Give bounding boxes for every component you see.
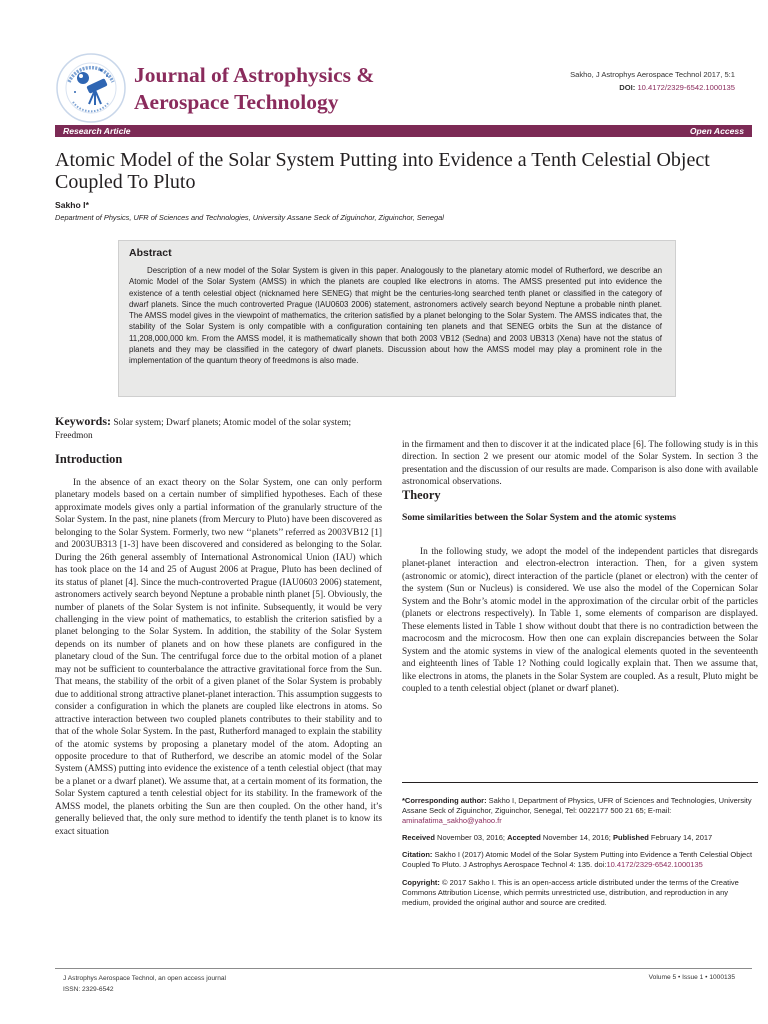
- citation-label: Citation:: [402, 850, 433, 860]
- article-type-label: Research Article: [63, 126, 131, 136]
- introduction-continuation-text: in the firmament and then to discover it at the indicated place [6]. The following study is in this direction. In section 2 we present our atomic model of the Solar System. In section 3 the presentation and the discussion of our results are made. Comparison is also done with available astronomical observations.: [402, 440, 758, 488]
- introduction-paragraph: In the absence of an exact theory on the Solar System, one can only perform planetary models based on a certain number of simplified hypotheses. Each of these approximate models gives only a partial information of the granularly structure of the Solar System. In the past, nine planets (from Mercury to Pluto) have been discovered as belonging to the Solar System. Formerly, two new ‘‘planets’’ referred as 2003VB12 [1] and 2003UB313 [1-3] have been discovered and considered as belonging to the Solar. During the 26th general assembly of International Astronomical Union (IAU) which has took place on the 14 and 25 of August 2006 at Prague, Pluto has been declined of its status of planet [4]. Since the much-controverted Prague (IAU0603 2006) statement, astronomers actively search beyond Neptune a probable ninth planet [5]. Obviously, the number of planets of the Solar System is not infinite. Subsequently, it would be very challenging in the view point of mathematics, to establish the criterion satisfied by a planet belonging to the Solar System. In addition, the stability of the Solar System depends on its number of planets and on how these planets are configured in the planetary cloud of the Sun. The centrifugal force due to the orbital motion of a planet may not be sufficient to counterbalance the attractive gravitational force from the Sun. That means, the stability of the orbit of a given planet of the Solar System is probably due to additional strong attractive planet-planet interaction. This assumption suggests to consider a configuration in which the planets are coupled like electrons in atoms. So attractive interaction between two coupled planets contributes to their stability and to that of the whole Solar System. In the past, Rutherford managed to explain the stability of the atomic systems by proposing a planetary model of the atom. Adopting an opposite procedure to that of Rutherford, we describe an atomic model of the Solar System (AMSS) putting into evidence the existence of a tenth celestial object (that may be a planet or a dwarf planet). We assume that, at a certain moment of its formation, the Solar System captured a tenth celestial object for its stability. In the framework of the AMSS model, the planets orbiting the Sun are then coupled. On the other hand, it’s generally believed that, the only sure method to identify the tenth planet is to know its exact situation: [55, 478, 382, 837]
- section-heading-theory: Theory: [402, 488, 441, 502]
- abstract-heading: Abstract: [129, 247, 172, 259]
- open-access-label: Open Access: [689, 126, 744, 136]
- doi-line: [570, 81, 735, 94]
- subsection-heading: Some similarities between the Solar System and the atomic systems: [402, 512, 677, 523]
- telescope-logo-icon: [55, 52, 127, 124]
- journal-title-line1: Journal of Astrophysics &: [134, 63, 375, 87]
- published-label: Published: [612, 833, 649, 843]
- paper-title: Atomic Model of the Solar System Putting into Evidence a Tenth Celestial Object Coupled To Pluto: [55, 149, 710, 193]
- abstract-text: Description of a new model of the Solar System is given in this paper. Analogously to the planetary atomic model of Rutherford, we describe an Atomic Model of the Solar System (AMSS) in which the planets are coupled like electrons in atoms. The AMSS presented put into evidence the existence of a tenth celestial object (nicknamed here SENEG) that might be the centuries-long searched tenth planet or classified in the category of dwarf planets. Since the much controverted Prague (IAU0603 2006) statement, astronomers actively search beyond Neptune a probable ninth planet. The AMSS model gives in the viewpoint of mathematics, the criterion satisfied by a planet belonging to the Solar System. The AMSS indicates that, the stability of the Solar System is only compatible with a configuration containing ten planets and that SENEG orbits the Sun at the distance of 11,208,000,000 km. From the AMSS model, it is mathematically shown that both 2003 VB12 (Sedna) and 2003 UB313 (Xena) have not the status of planets and they may be classified in the category of dwarf planets. Discussion about how the AMSS model may play a prominent role in the implementation of the quantum theory of freedmons is also made.: [129, 266, 662, 366]
- author-name: Sakho I*: [55, 200, 89, 210]
- email-link[interactable]: aminafatima_sakho@yahoo.fr: [402, 816, 502, 826]
- keywords-text: Solar system; Dwarf planets; Atomic model of the solar system; Freedmon: [55, 418, 352, 441]
- footnote-divider: [402, 782, 758, 783]
- copyright-text: © 2017 Sakho I. This is an open-access article distributed under the terms of the Creative Commons Attribution License, which permits unrestricted use, distribution, and reproduction in any medium, provided the original author and source are credited.: [402, 877, 739, 907]
- author-affiliation: Department of Physics, UFR of Sciences and Technologies, University Assane Seck of Ziguinchor, Ziguinchor, Senegal: [55, 213, 444, 222]
- received-label: Received: [402, 833, 435, 843]
- dates-note: [402, 833, 758, 843]
- accepted-date: November 14, 2016;: [540, 833, 613, 843]
- introduction-body: [55, 477, 382, 838]
- citation-doi-link[interactable]: 10.4172/2329-6542.1000135: [606, 860, 703, 870]
- footer-journal-info: [63, 974, 226, 995]
- copyright-label: Copyright:: [402, 877, 440, 887]
- corresponding-author-note: [402, 796, 758, 826]
- accepted-label: Accepted: [507, 833, 541, 843]
- doi-link[interactable]: 10.4172/2329-6542.1000135: [637, 83, 735, 92]
- footnotes: [402, 796, 758, 915]
- article-type-bar: [55, 125, 752, 137]
- journal-title: [134, 62, 374, 116]
- doi-label: DOI:: [619, 83, 636, 92]
- theory-paragraph: In the following study, we adopt the model of the independent particles that disregards planet-planet interaction and electron-electron interaction. Then, for a given system (astronomic or atomic), direct interaction of the particle (planet or electron) with the center of the system (Sun or Nucleus) is considered. We use also the model of the Copernican Solar System and the Bohr’s atomic model in the approximation of the circular orbit of the particles (planets or electrons respectively). In Table 1, some elements of comparison are displayed. These elements listed in Table 1 show without doubt that there is no contradiction between the macrocosm and the microcosm. How then one can explain discrepancies between the Solar System and the atomic systems in view of the analogical elements quoted in the seventeenth and eighteenth lines of Table 1? Nothing could logically explain that. Then we assume that, like electrons in atoms, the planets in the Solar System are coupled. As a result, Pluto might be coupled to a tenth celestial object (planet or dwarf planet).: [402, 547, 758, 694]
- corr-text: Sakho I, Department of Physics, UFR of Sciences and Technologies, University Assane Seck of Ziguinchor, Ziguinchor, Senegal, Tel: 0022177 500 21 65; E-mail:: [402, 796, 752, 816]
- copyright-note: [402, 878, 758, 908]
- citation-text: Sakho I (2017) Atomic Model of the Solar System Putting into Evidence a Tenth Celestial Object Coupled To Pluto. J Astrophys Aerospace Technol 4: 135. doi:: [402, 850, 753, 870]
- introduction-continuation: [402, 439, 758, 489]
- journal-logo: [55, 52, 127, 124]
- received-date: November 03, 2016;: [434, 833, 508, 843]
- footer-journal: J Astrophys Aerospace Technol, an open access journal: [63, 975, 226, 982]
- keywords: [55, 415, 382, 442]
- citation-note: [402, 850, 758, 870]
- published-date: February 14, 2017: [648, 833, 713, 843]
- keywords-label: Keywords:: [55, 414, 111, 428]
- section-heading-introduction: Introduction: [55, 452, 123, 466]
- header-citation: [570, 68, 735, 94]
- footer-divider: [55, 968, 752, 969]
- theory-body: [402, 546, 758, 695]
- footer-volume: Volume 5 • Issue 1 • 1000135: [648, 974, 735, 981]
- abstract-box: [118, 240, 676, 397]
- footer-issn: ISSN: 2329-6542: [63, 985, 114, 993]
- citation-line: Sakho, J Astrophys Aerospace Technol 2017, 5:1: [570, 70, 735, 79]
- journal-title-line2: Aerospace Technology: [134, 90, 339, 114]
- corr-label: *Corresponding author:: [402, 796, 487, 805]
